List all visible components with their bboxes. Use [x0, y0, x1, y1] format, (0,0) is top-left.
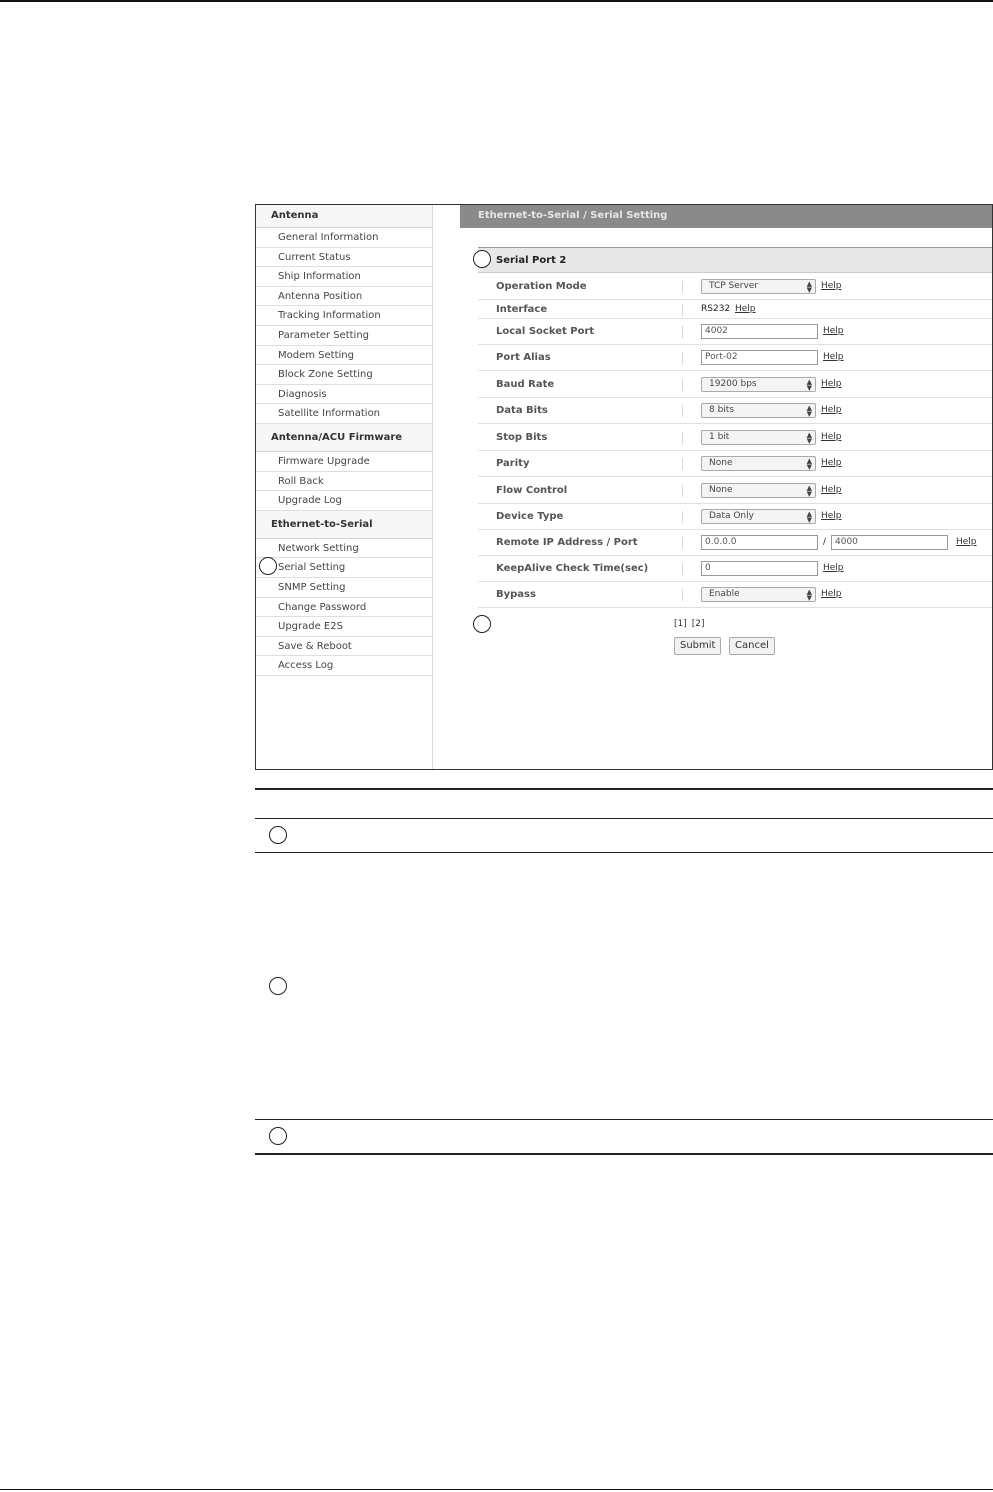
bottom-rule — [0, 1489, 993, 1490]
stop-bits-label: Stop Bits — [496, 432, 548, 443]
updown-arrows-icon: ▲ ▼ — [806, 457, 812, 471]
data-bits-help-link[interactable]: Help — [821, 405, 842, 415]
callout-circle-pagination — [473, 615, 491, 633]
local-socket-port-help-link[interactable]: Help — [823, 326, 844, 336]
updown-arrows-icon: ▲ ▼ — [806, 431, 812, 445]
baud-rate-help-link[interactable]: Help — [821, 379, 842, 389]
submit-button[interactable]: Submit — [674, 637, 721, 655]
operation-mode-label: Operation Mode — [496, 281, 587, 292]
stop-bits-select[interactable] — [701, 430, 816, 445]
cancel-button[interactable]: Cancel — [729, 637, 775, 655]
device-type-divider — [682, 511, 683, 523]
form-row-flow-control — [478, 477, 992, 504]
parity-divider — [682, 458, 683, 470]
remote-ip-input[interactable]: 0.0.0.0 — [701, 535, 818, 550]
bypass-help-link[interactable]: Help — [821, 589, 842, 599]
updown-arrows-icon: ▲ ▼ — [806, 378, 812, 392]
sidebar-heading-ethernet-to-serial: Ethernet-to-Serial — [256, 511, 432, 539]
sidebar-item-block-zone-setting[interactable]: Block Zone Setting — [256, 365, 432, 385]
sidebar-item-general-information[interactable]: General Information — [256, 228, 432, 248]
sidebar-item-firmware-upgrade[interactable]: Firmware Upgrade — [256, 452, 432, 472]
data-bits-divider — [682, 405, 683, 417]
operation-mode-help-link[interactable]: Help — [821, 281, 842, 291]
keepalive-check-time-sec-help-link[interactable]: Help — [823, 563, 844, 573]
table-bottom-rule — [255, 1153, 993, 1155]
interface-value: RS232 — [701, 304, 731, 314]
updown-arrows-icon: ▲ ▼ — [806, 510, 812, 524]
flow-control-select[interactable] — [701, 483, 816, 498]
sidebar-heading-antenna: Antenna — [256, 205, 432, 228]
table-row-rule-1 — [255, 852, 993, 853]
table-callout-circle-1 — [269, 826, 287, 844]
table-callout-circle-2 — [269, 977, 287, 995]
sidebar-item-roll-back[interactable]: Roll Back — [256, 472, 432, 492]
sidebar-item-tracking-information[interactable]: Tracking Information — [256, 306, 432, 326]
table-top-rule — [255, 788, 993, 790]
flow-control-help-link[interactable]: Help — [821, 485, 842, 495]
bypass-divider — [682, 589, 683, 601]
pagination — [674, 619, 710, 629]
baud-rate-select-value: 19200 bps — [709, 379, 757, 389]
sidebar-item-modem-setting[interactable]: Modem Setting — [256, 346, 432, 366]
local-socket-port-divider — [682, 326, 683, 338]
form-row-keepalive-check-time-sec — [478, 556, 992, 582]
breadcrumb: Ethernet-to-Serial / Serial Setting — [460, 205, 992, 228]
remote-ip-address-port-label: Remote IP Address / Port — [496, 537, 638, 548]
sidebar-item-upgrade-log[interactable]: Upgrade Log — [256, 491, 432, 511]
parity-select-value: None — [709, 458, 733, 468]
form-row-parity — [478, 451, 992, 477]
panel-title: Serial Port 2 — [478, 247, 992, 273]
data-bits-select-value: 8 bits — [709, 405, 735, 415]
parity-select[interactable] — [701, 456, 816, 471]
sidebar-item-parameter-setting[interactable]: Parameter Setting — [256, 326, 432, 346]
sidebar-item-ship-information[interactable]: Ship Information — [256, 267, 432, 287]
sidebar-item-diagnosis[interactable]: Diagnosis — [256, 385, 432, 405]
bypass-select[interactable] — [701, 587, 816, 602]
ip-port-separator: / — [823, 537, 827, 547]
table-callout-circle-3 — [269, 1127, 287, 1145]
operation-mode-select-value: TCP Server — [709, 281, 759, 291]
form-row-remote-ip-address-port — [478, 530, 992, 556]
interface-divider — [682, 304, 683, 316]
remote-ip-address-port-divider — [682, 537, 683, 549]
remote-port-input[interactable]: 4000 — [831, 535, 948, 550]
device-type-select-value: Data Only — [709, 511, 754, 521]
sidebar-item-network-setting[interactable]: Network Setting — [256, 539, 432, 559]
updown-arrows-icon: ▲ ▼ — [806, 404, 812, 418]
sidebar-item-save-reboot[interactable]: Save & Reboot — [256, 637, 432, 657]
interface-label: Interface — [496, 304, 548, 315]
operation-mode-select[interactable] — [701, 279, 816, 294]
baud-rate-select[interactable] — [701, 377, 816, 392]
page-link-1[interactable]: [1] — [674, 619, 687, 629]
page-link-2[interactable]: [2] — [691, 619, 705, 629]
sidebar-item-satellite-information[interactable]: Satellite Information — [256, 404, 432, 424]
updown-arrows-icon: ▲ ▼ — [806, 484, 812, 498]
device-type-help-link[interactable]: Help — [821, 511, 842, 521]
port-alias-help-link[interactable]: Help — [823, 352, 844, 362]
data-bits-select[interactable] — [701, 403, 816, 418]
device-type-label: Device Type — [496, 511, 564, 522]
keepalive-check-time-sec-input[interactable]: 0 — [701, 561, 818, 576]
stop-bits-help-link[interactable]: Help — [821, 432, 842, 442]
sidebar-item-antenna-position[interactable]: Antenna Position — [256, 287, 432, 307]
port-alias-input[interactable]: Port-02 — [701, 350, 818, 365]
sidebar-heading-antenna-acu-firmware: Antenna/ACU Firmware — [256, 424, 432, 452]
form-row-port-alias — [478, 345, 992, 371]
baud-rate-divider — [682, 379, 683, 391]
flow-control-divider — [682, 485, 683, 497]
sidebar-item-current-status[interactable]: Current Status — [256, 248, 432, 268]
bypass-label: Bypass — [496, 589, 536, 600]
updown-arrows-icon: ▲ ▼ — [806, 280, 812, 294]
stop-bits-select-value: 1 bit — [709, 432, 730, 442]
parity-help-link[interactable]: Help — [821, 458, 842, 468]
table-header-rule — [255, 818, 993, 819]
ui-screenshot — [255, 204, 993, 770]
sidebar-item-upgrade-e2s[interactable]: Upgrade E2S — [256, 617, 432, 637]
port-alias-label: Port Alias — [496, 352, 551, 363]
sidebar-item-serial-setting[interactable]: Serial Setting — [256, 558, 432, 578]
bypass-select-value: Enable — [709, 589, 740, 599]
form-row-interface — [478, 300, 992, 319]
local-socket-port-input[interactable]: 4002 — [701, 324, 818, 339]
top-rule — [0, 0, 993, 2]
parity-label: Parity — [496, 458, 530, 469]
sidebar-item-access-log[interactable]: Access Log — [256, 656, 432, 676]
device-type-select[interactable] — [701, 509, 816, 524]
keepalive-check-time-sec-label: KeepAlive Check Time(sec) — [496, 563, 649, 574]
stop-bits-divider — [682, 432, 683, 444]
baud-rate-label: Baud Rate — [496, 379, 555, 390]
form-row-stop-bits — [478, 424, 992, 451]
form-row-operation-mode — [478, 273, 992, 300]
sidebar-item-change-password[interactable]: Change Password — [256, 598, 432, 618]
updown-arrows-icon: ▲ ▼ — [806, 588, 812, 602]
sidebar — [256, 205, 433, 769]
local-socket-port-label: Local Socket Port — [496, 326, 595, 337]
flow-control-select-value: None — [709, 485, 733, 495]
form-row-device-type — [478, 504, 992, 530]
form-row-local-socket-port — [478, 319, 992, 345]
form-row-data-bits — [478, 398, 992, 424]
port-alias-divider — [682, 352, 683, 364]
remote-ip-address-port-help-link[interactable]: Help — [956, 537, 977, 547]
keepalive-check-time-sec-divider — [682, 563, 683, 575]
sidebar-item-snmp-setting[interactable]: SNMP Setting — [256, 578, 432, 598]
table-row-rule-2 — [255, 1119, 993, 1120]
interface-help-link[interactable]: Help — [735, 304, 756, 314]
flow-control-label: Flow Control — [496, 485, 568, 496]
main-content — [434, 205, 992, 769]
callout-circle-serial-port — [473, 250, 491, 268]
callout-circle-serial-setting — [259, 557, 277, 575]
form-row-baud-rate — [478, 371, 992, 398]
operation-mode-divider — [682, 281, 683, 293]
form-row-bypass — [478, 582, 992, 608]
data-bits-label: Data Bits — [496, 405, 548, 416]
